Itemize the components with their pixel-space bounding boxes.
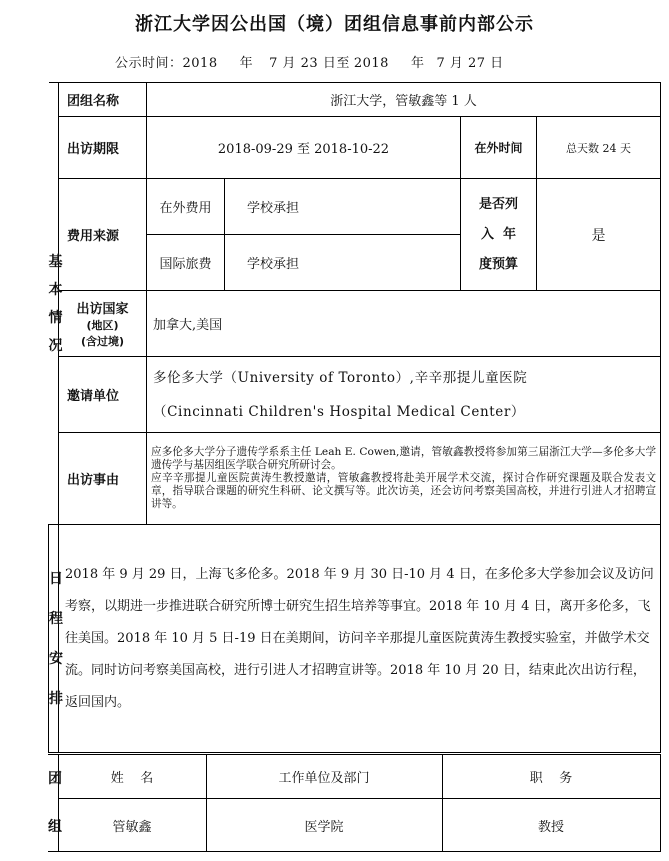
funding-label: 费用来源	[59, 179, 147, 291]
period-label: 出访期限	[59, 117, 147, 179]
country-value: 加拿大,美国	[147, 291, 661, 357]
inviter-label: 邀请单位	[59, 357, 147, 433]
schedule-text: 2018 年 9 月 29 日，上海飞多伦多。2018 年 9 月 30 日-10 月 4 日，在多伦多大学参加会议及访问考察，以期进一步推进联合研究所博士研究生招生培养等事宜。2018 年 10 月 4 日，离开多伦多，飞往美国。2018 年 10 月 5 日-19 日在美期间，访问辛辛那提儿童医院黄涛生教授实验室，并做学术交流。同时访问考察美国高校，进行引进人才招聘宣讲等。2018 年 10 月 20 日，结束此次出访行程，返回国内。	[59, 525, 661, 753]
publicity-time: 公示时间：2018 年 7 月 23 日至 2018 年 7 月 27 日	[115, 56, 504, 71]
period-value: 2018-09-29 至 2018-10-22	[147, 117, 461, 179]
intl-travel-label: 国际旅费	[147, 235, 225, 291]
group-name-label: 团组名称	[59, 83, 147, 117]
member-name: 管敏鑫	[58, 799, 206, 852]
team-header-title: 职 务	[442, 755, 660, 799]
member-title: 教授	[442, 799, 660, 852]
basic-section-label: 基 本 情 况	[49, 83, 59, 525]
page-title: 浙江大学因公出国（境）团组信息事前内部公示	[135, 14, 534, 35]
abroad-time-label: 在外时间	[461, 117, 537, 179]
team-table	[48, 754, 661, 852]
team-header-unit: 工作单位及部门	[206, 755, 442, 799]
country-label: 出访国家 (地区) (含过境)	[59, 291, 147, 357]
abroad-cost-value: 学校承担	[225, 179, 461, 235]
info-table	[48, 82, 661, 753]
team-header-name: 姓 名	[58, 755, 206, 799]
intl-travel-value: 学校承担	[225, 235, 461, 291]
team-section-label: 团 组	[48, 755, 58, 852]
group-name-value: 浙江大学，管敏鑫等 1 人	[147, 83, 661, 117]
budget-value: 是	[537, 179, 661, 291]
schedule-section-label: 日 程 安 排	[49, 525, 59, 753]
member-unit: 医学院	[206, 799, 442, 852]
table-row	[48, 799, 660, 852]
abroad-cost-label: 在外费用	[147, 179, 225, 235]
budget-label: 是否列 入 年 度预算	[461, 179, 537, 291]
reason-value: 应多伦多大学分子遗传学系系主任 Leah E. Cowen,邀请，管敏鑫教授将参加第三届浙江大学—多伦多大学遗传学与基因组医学联合研究所研讨会。 应辛辛那提儿童医院黄涛生教授邀请，管敏鑫教授将赴美开展学术交流，探讨合作研究课题及联合发表文章，指导联合课题的研究生科研、论文撰写等。此次访美，还会访问考察美国高校，并进行引进人才招聘宣讲等。	[147, 433, 661, 525]
inviter-value: 多伦多大学（University of Toronto）,辛辛那提儿童医院 （Cincinnati Children's Hospital Medical Center）	[147, 357, 661, 433]
reason-label: 出访事由	[59, 433, 147, 525]
abroad-time-value: 总天数 24 天	[537, 117, 661, 179]
